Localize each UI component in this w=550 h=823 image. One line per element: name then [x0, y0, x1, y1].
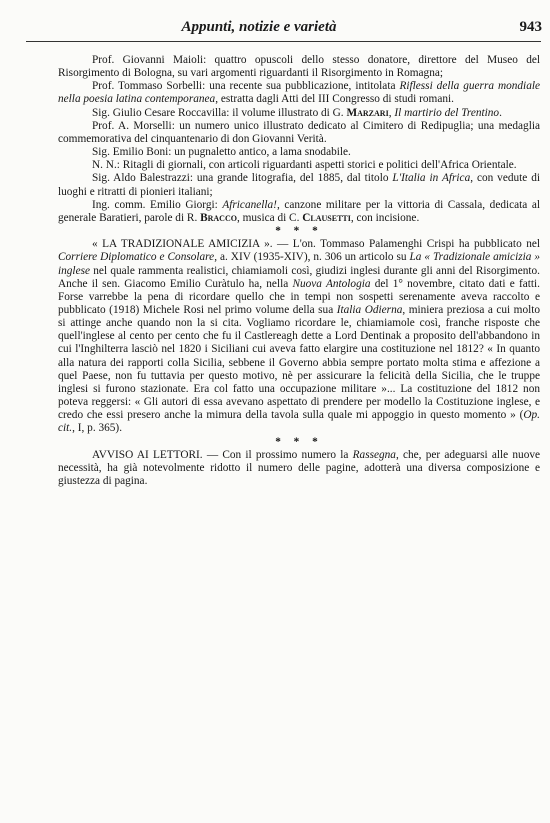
running-header: [26, 19, 542, 39]
notice-avviso-ai-lettori: AVVISO AI LETTORI. — Con il prossimo numero la Rassegna, che, per adeguarsi alle nuove necessità, ha già notevolmente ridotto il numero delle pagine, adotterà una diversa composizione e giustezza di pagina.: [58, 448, 541, 487]
list-item: Sig. Emilio Boni: un pugnaletto antico, a lama snodabile.: [92, 146, 351, 159]
list-item: Ing. comm. Emilio Giorgi: Africanella!, canzone militare per la vittoria di Cassala, dedicata al generale Baratieri, parole di R. Bracco, musica di C. Clausetti, con incisione.: [58, 198, 541, 224]
list-item: Sig. Giulio Cesare Roccavilla: il volume illustrato di G. Marzari, Il martirio del Trentino.: [92, 106, 502, 119]
list-item: Prof. Giovanni Maioli: quattro opuscoli dello stesso donatore, direttore del Museo del Risorgimento di Bologna, su vari argomenti riguardanti il Risorgimento in Romagna;: [58, 54, 540, 80]
article-tradizionale-amicizia: « LA TRADIZIONALE AMICIZIA ». — L'on. Tommaso Palamenghi Crispi ha pubblicato nel Corriere Diplomatico e Consolare, a. XIV (1935-XIV), n. 306 un articolo su La « Tradizionale amicizia » inglese nel quale rammenta realistici, chiamiamoli così, giudizi inglesi durante gli anni del Risorgimento. Anche il sen. Giacomo Emilio Curàtulo ha, nella Nuova Antologia del 1° novembre, citato dati e fatti. Forse varrebbe la pena di ricordare quello che in tempi non sospetti serenamente aveva raccolto e pubblicato (1918) Michele Rosi nel primo volume della sua Italia Odierna, miniera preziosa a cui molto si attinge anche quando non la si cita. Vogliamo ricordare le, chiamiamole così, franche risposte che quell'inglese al cento per cento che fu il Castlereagh dette a Lord Dentinak a proposito dell'abbandono in cui l'Inghilterra lasciò nel 1820 i Siciliani cui aveva fatto elargire una costituzione nel 1812? « In quanto alla natura dei rapporti colla Sicilia, sebbene il Governo abbia sempre portato molta stima e affezione a quel Paese, non fu tuttavia per questo motivo, nè per assicurare la felicità della Sicilia, che le truppe inglesi si furono stazionate. Era col fatto una occupazione militare »... La costituzione del 1812 non poteva reggersi: « Gli autori di essa avevano aspettato di prendere per modello la Costituzione inglese, e credo che essi presero anche la mimura della tavola sulla quale mi appoggio in questo momento » (Op. cit., I, p. 365).: [58, 238, 541, 435]
header-rule: [26, 41, 541, 42]
page-number: 943: [519, 19, 542, 35]
body-text: [58, 54, 540, 488]
list-item: Prof. Tommaso Sorbelli: una recente sua pubblicazione, intitolata Riflessi della guerra mondiale nella poesia latina contemporanea, estratta dagli Atti del III Congresso di studi romani.: [58, 80, 541, 106]
running-title: Appunti, notizie e varietà: [181, 19, 337, 35]
list-item: Prof. A. Morselli: un numero unico illustrato dedicato al Cimitero di Redipuglia; una medaglia commemorativa del cinquantenario di don Giovanni Verità.: [58, 119, 540, 145]
list-item: Sig. Aldo Balestrazzi: una grande litografia, del 1885, dal titolo L'Italia in Africa, con vedute di luoghi e ritratti di pionieri italiani;: [58, 172, 540, 198]
section-separator: * * *: [275, 225, 323, 238]
section-separator: * * *: [275, 435, 323, 448]
list-item: N. N.: Ritagli di giornali, con articoli riguardanti aspetti storici e politici dell'Africa Orientale.: [92, 159, 517, 172]
